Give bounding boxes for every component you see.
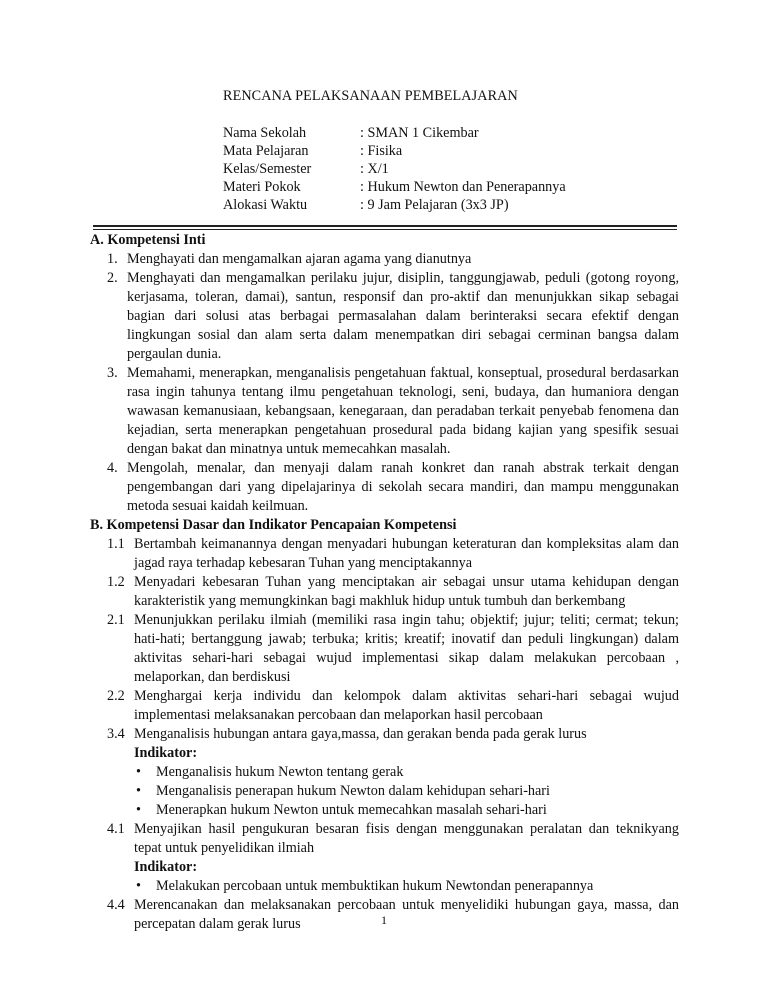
item-number: 4.4 xyxy=(107,897,125,913)
meta-label: Alokasi Waktu xyxy=(223,197,308,213)
item-text: Mengolah, menalar, dan menyaji dalam ranah konkret dan ranah abstrak terkait dengan pengembangan dari yang dipelajarinya di sekolah secara mandiri, dan mampu menggunakan metoda sesuai kaidah keilmuan. xyxy=(127,460,679,514)
kd-item xyxy=(107,820,679,858)
indicator-text: Menerapkan hukum Newton untuk memecahkan masalah sehari-hari xyxy=(156,802,547,818)
kd-item xyxy=(107,535,679,573)
ki-item xyxy=(107,269,679,364)
item-number: 1.2 xyxy=(107,574,125,590)
kd-item xyxy=(107,611,679,687)
document-meta xyxy=(223,124,566,214)
bullet-icon: • xyxy=(136,878,141,894)
meta-label: Nama Sekolah xyxy=(223,125,307,141)
item-number: 3.4 xyxy=(107,726,125,742)
ki-item xyxy=(107,364,679,459)
item-number: 2.2 xyxy=(107,688,125,704)
bullet-icon: • xyxy=(136,783,141,799)
meta-value: : Hukum Newton dan Penerapannya xyxy=(360,179,566,195)
section-a-heading: A. Kompetensi Inti xyxy=(90,232,206,248)
meta-row-time xyxy=(223,196,566,214)
header-divider-thick xyxy=(93,225,677,227)
document-title: RENCANA PELAKSANAAN PEMBELAJARAN xyxy=(223,88,518,104)
meta-value: : SMAN 1 Cikembar xyxy=(360,125,479,141)
item-text: Menunjukkan perilaku ilmiah (memiliki rasa ingin tahu; objektif; jujur; teliti; cermat; tekun; hati-hati; bertanggung jawab; terbuka; kritis; kreatif; inovatif dan peduli lingkungan) dalam aktivitas sehari-hari sebagai wujud implementasi sikap dalam melakukan percobaan , melaporkan, dan berdiskusi xyxy=(134,612,679,685)
item-number: 4.1 xyxy=(107,821,125,837)
indicator-item xyxy=(134,877,679,896)
item-text: Menghayati dan mengamalkan ajaran agama yang dianutnya xyxy=(127,251,472,267)
meta-row-subject xyxy=(223,142,566,160)
ki-item xyxy=(107,459,679,516)
meta-row-school xyxy=(223,124,566,142)
indicator-heading: Indikator: xyxy=(134,859,198,875)
item-number: 4. xyxy=(107,460,118,476)
ki-item xyxy=(107,250,679,269)
indicator-text: Menganalisis penerapan hukum Newton dalam kehidupan sehari-hari xyxy=(156,783,550,799)
indicator-item xyxy=(134,801,679,820)
item-number: 1. xyxy=(107,251,118,267)
document-body xyxy=(90,231,679,934)
kd-item xyxy=(107,573,679,611)
indicator-text: Melakukan percobaan untuk membuktikan hukum Newtondan penerapannya xyxy=(156,878,594,894)
meta-label: Mata Pelajaran xyxy=(223,143,309,159)
bullet-icon: • xyxy=(136,764,141,780)
page-number: 1 xyxy=(381,913,387,927)
item-text: Menganalisis hubungan antara gaya,massa, dan gerakan benda pada gerak lurus xyxy=(134,726,587,742)
kd-item xyxy=(107,725,679,744)
indicator-item xyxy=(134,763,679,782)
kd-item xyxy=(107,687,679,725)
indicator-text: Menganalisis hukum Newton tentang gerak xyxy=(156,764,404,780)
item-text: Menghayati dan mengamalkan perilaku jujur, disiplin, tanggungjawab, peduli (gotong royong, kerjasama, toleran, damai), santun, responsif dan pro-aktif dan menunjukkan sikap sebagai bagian dari solusi atas berbagai permasalahan dalam berinteraksi secara efektif dengan lingkungan sosial dan alam serta dalam menempatkan diri sebagai cerminan bangsa dalam pergaulan dunia. xyxy=(127,270,679,362)
meta-value: : X/1 xyxy=(360,161,389,177)
meta-value: : 9 Jam Pelajaran (3x3 JP) xyxy=(360,197,509,213)
item-text: Bertambah keimanannya dengan menyadari hubungan keteraturan dan kompleksitas alam dan jagad raya terhadap kebesaran Tuhan yang menciptakannya xyxy=(134,536,679,571)
meta-value: : Fisika xyxy=(360,143,403,159)
item-text: Merencanakan dan melaksanakan percobaan untuk menyelidiki hubungan gaya, massa, dan percepatan dalam gerak lurus xyxy=(134,897,679,932)
item-number: 2.1 xyxy=(107,612,125,628)
meta-row-class xyxy=(223,160,566,178)
meta-label: Materi Pokok xyxy=(223,179,301,195)
meta-label: Kelas/Semester xyxy=(223,161,312,177)
meta-row-topic xyxy=(223,178,566,196)
item-text: Menyajikan hasil pengukuran besaran fisis dengan menggunakan peralatan dan teknikyang tepat untuk penyelidikan ilmiah xyxy=(134,821,679,856)
item-number: 2. xyxy=(107,270,118,286)
item-text: Menghargai kerja individu dan kelompok dalam aktivitas sehari-hari sebagai wujud implementasi melaksanakan percobaan dan melaporkan hasil percobaan xyxy=(134,688,679,723)
item-number: 3. xyxy=(107,365,118,381)
header-divider-thin xyxy=(93,229,677,230)
bullet-icon: • xyxy=(136,802,141,818)
item-number: 1.1 xyxy=(107,536,125,552)
item-text: Memahami, menerapkan, menganalisis pengetahuan faktual, konseptual, prosedural berdasarkan rasa ingin tahunya tentang ilmu pengetahuan teknologi, seni, budaya, dan humaniora dengan wawasan kemanusiaan, kebangsaan, kenegaraan, dan peradaban terkait penyebab fenomena dan kejadian, serta menerapkan pengetahuan prosedural pada bidang kajian yang spesifik sesuai dengan bakat dan minatnya untuk memecahkan masalah. xyxy=(127,365,679,457)
indicator-heading: Indikator: xyxy=(134,745,198,761)
indicator-item xyxy=(134,782,679,801)
item-text: Menyadari kebesaran Tuhan yang menciptakan air sebagai unsur utama kehidupan dengan karakteristik yang memungkinkan bagi makhluk hidup untuk tumbuh dan berkembang xyxy=(134,574,679,609)
section-b-heading: B. Kompetensi Dasar dan Indikator Pencapaian Kompetensi xyxy=(90,517,457,533)
